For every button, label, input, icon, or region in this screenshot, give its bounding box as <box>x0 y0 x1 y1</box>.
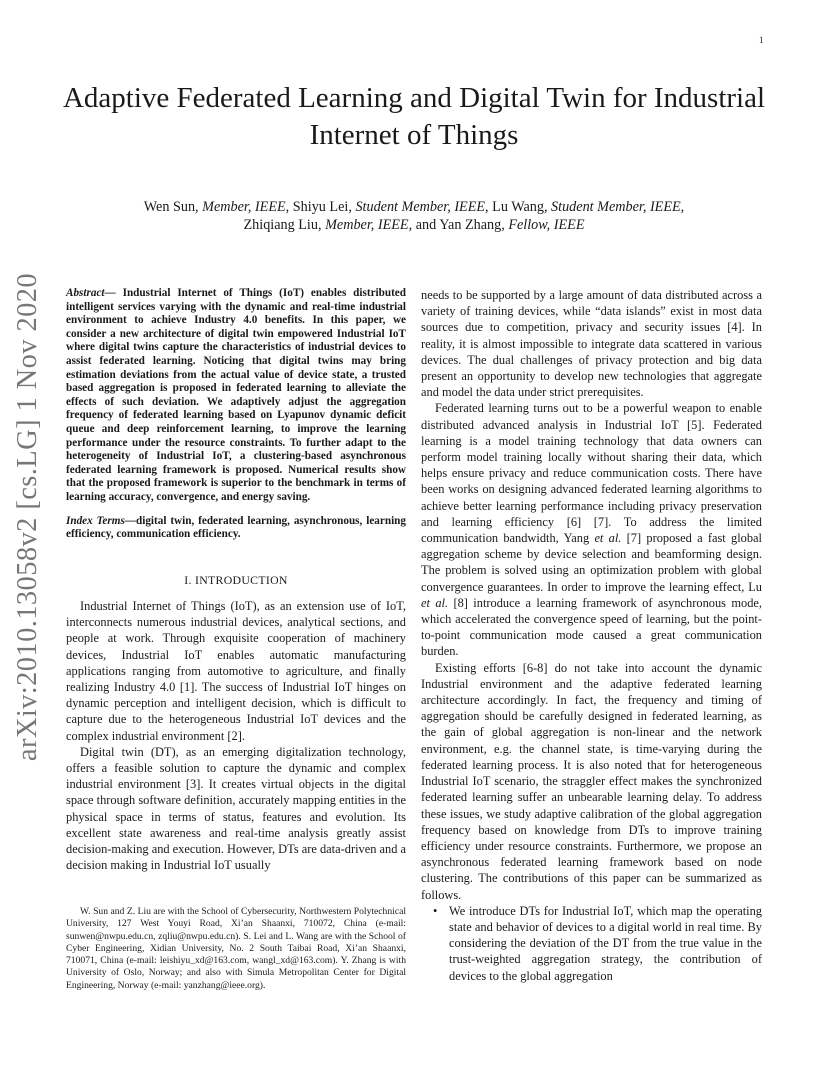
right-column <box>421 287 762 984</box>
author-line-2: Zhiqiang Liu, Member, IEEE, and Yan Zhang, Fellow, IEEE <box>243 217 585 233</box>
intro-paragraph-2: Digital twin (DT), as an emerging digitalization technology, offers a feasible solution to capture the dynamic and complex industrial environment [3]. It creates virtual objects in the digital space through software definition, accurately mapping entities in the physical space in terms of status, features and evolution. Its excellent state awareness and real-time analysis greatly assist decision-making and execution. However, DTs are data-driven and a decision making in Industrial IoT usually <box>66 744 406 873</box>
paper-title: Adaptive Federated Learning and Digital Twin for Industrial Internet of Things <box>62 82 766 151</box>
contribution-list <box>421 903 762 984</box>
left-column <box>66 287 406 873</box>
body-paragraph-2: Federated learning turns out to be a powerful weapon to enable distributed advanced analysis in Industrial IoT [5]. Federated learning is a model training technology that data owners can perform model training locally without sharing their data, which helps ensure privacy and reduce communication costs. There have been works on designing advanced federated learning algorithms to achieve better learning performance including privacy preservation and learning efficiency [6] [7]. To address the limited communication bandwidth, Yang et al. [7] proposed a fast global aggregation scheme by device selection and beamforming design. The problem is solved using an optimization problem with global convergence guarantees. In order to improve the learning effect, Lu et al. [8] introduce a learning framework of asynchronous mode, which accelerated the convergence speed of learning, but the point-to-point communication mode caused a great communication burden. <box>421 401 762 659</box>
contribution-item: • We introduce DTs for Industrial IoT, which map the operating state and behavior of devices to a digital world in real time. By considering the deviation of the DT from the true value in the trust-weighted aggregation strategy, the contribution of devices to the global aggregation <box>449 903 762 984</box>
body-paragraph-3: Existing efforts [6-8] do not take into account the dynamic Industrial environment and the adaptive federated learning architecture accordingly. In fact, the frequency and timing of aggregation should be carefully designed in federated learning, as the gain of global aggregation is non-linear and the network environment, e.g. the channel state, is time-varying during the federated learning process. It is also noted that for heterogeneous Industrial IoT scenario, the straggler effect makes the synchronized federated learning suffer an unbearable learning delay. To address these issues, we study adaptive calibration of the global aggregation frequency based on knowledge from DTs to improve training efficiency under resource constraints. Furthermore, we propose an asynchronous federated learning framework based on node clustering. The contributions of this paper can be summarized as follows. <box>421 660 762 902</box>
section-heading: I. INTRODUCTION <box>184 572 288 587</box>
author-line-1: Wen Sun, Member, IEEE, Shiyu Lei, Student Member, IEEE, Lu Wang, Student Member, IEEE, <box>143 199 685 215</box>
index-terms: Index Terms—digital twin, federated learning, asynchronous, learning efficiency, communication efficiency. <box>66 514 406 541</box>
intro-paragraph-1: Industrial Internet of Things (IoT), as an extension use of IoT, interconnects numerous industrial devices, analytical sections, and people at work. Through exquisite cooperation of machinery devices, Industrial IoT enables automatic manufacturing applications ranging from automotive to agriculture, and finally realizing Industry 4.0 [1]. The success of Industrial IoT hinges on dynamic perception and intelligent decision, which is difficult to capture due to the heterogeneous Industrial IoT devices and the complex industrial environment [2]. <box>66 598 406 743</box>
author-list <box>60 198 768 234</box>
arxiv-stamp <box>7 272 49 762</box>
author-footnote: W. Sun and Z. Liu are with the School of Cybersecurity, Northwestern Polytechnical University, 127 West Youyi Road, Xi’an Shaanxi, 710072, China (e-mail: sunwen@nwpu.edu.cn, zqliu@nwpu.edu.cn). S. Lei and L. Wang are with the School of Cyber Engineering, Xidian University, No. 2 South Taibai Road, Xi’an Shaanxi, 710071, China (e-mail: leishiyu_xd@163.com, wangl_xd@163.com). Y. Zhang is with University of Oslo, Norway; and also with Simula Metropolitan Center for Digital Engineering, Norway (e-mail: yanzhang@ieee.org). <box>66 906 406 991</box>
body-paragraph-1: needs to be supported by a large amount of data distributed across a variety of training devices, while “data islands” exist in most data sources due to competition, privacy and security issues [4]. In reality, it is almost impossible to integrate data scattered in various devices. The dual challenges of privacy protection and big data present an opportunity to develop new technologies that aggregate and model the data under strict prerequisites. <box>421 288 762 400</box>
arxiv-stamp-text: arXiv:2010.13058v2 [cs.LG] 1 Nov 2020 <box>12 272 43 762</box>
abstract: Abstract— Industrial Internet of Things (IoT) enables distributed intelligent services varying with the dynamic and real-time industrial environment to achieve Industry 4.0 benefits. In this paper, we consider a new architecture of digital twin empowered Industrial IoT where digital twins capture the characteristics of industrial devices to assist federated learning. Noticing that digital twins may bring estimation deviations from the actual value of device state, a trusted based aggregation is proposed in federated learning to alleviate the effects of such deviation. We adaptively adjust the aggregation frequency of federated learning based on Lyapunov dynamic deficit queue and deep reinforcement learning, to improve the learning performance under the resource constraints. To further adapt to the heterogeneity of Industrial IoT, a clustering-based asynchronous federated learning framework is proposed. Numerical results show that the proposed framework is superior to the benchmark in terms of learning accuracy, convergence, and energy saving. <box>66 287 406 503</box>
page-number: 1 <box>759 35 764 45</box>
